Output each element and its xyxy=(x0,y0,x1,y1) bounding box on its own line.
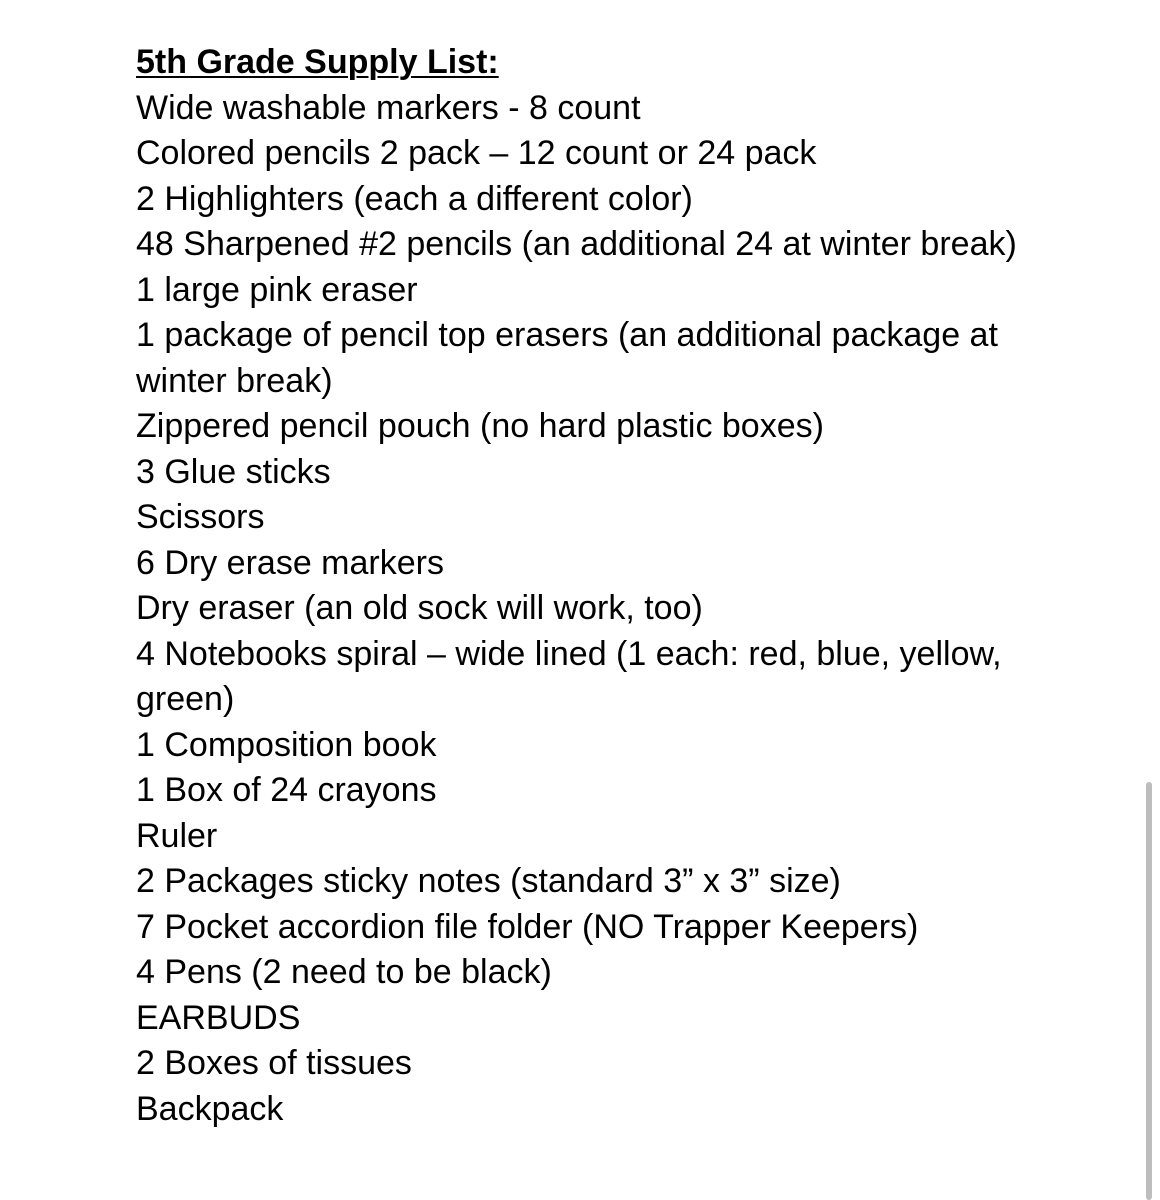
list-item: 1 package of pencil top erasers (an additional package at winter break) xyxy=(136,316,998,400)
list-item: 1 Composition book xyxy=(136,725,437,764)
list-item: 1 large pink eraser xyxy=(136,270,418,309)
list-item: Backpack xyxy=(136,1089,284,1128)
list-item: Colored pencils 2 pack – 12 count or 24 pack xyxy=(136,134,817,172)
list-item: 4 Pens (2 need to be black) xyxy=(136,953,552,991)
list-item: 4 Notebooks spiral – wide lined (1 each: red, blue, yellow, green) xyxy=(136,634,1002,718)
list-item: 1 Box of 24 crayons xyxy=(136,771,437,809)
list-item: Scissors xyxy=(136,498,265,536)
supply-list xyxy=(136,86,1036,1133)
list-item: 48 Sharpened #2 pencils (an additional 24 at winter break) xyxy=(136,225,1017,263)
list-item: 7 Pocket accordion file folder (NO Trapper Keepers) xyxy=(136,907,919,946)
document-body xyxy=(136,40,1036,1132)
list-item: 2 Highlighters (each a different color) xyxy=(136,179,693,218)
list-item: 3 Glue sticks xyxy=(136,452,331,491)
list-item: 6 Dry erase markers xyxy=(136,543,444,582)
list-item: Ruler xyxy=(136,816,218,855)
list-item: Zippered pencil pouch (no hard plastic boxes) xyxy=(136,407,824,445)
list-item: EARBUDS xyxy=(136,998,301,1037)
page-title: 5th Grade Supply List: xyxy=(136,43,499,81)
list-item: 2 Boxes of tissues xyxy=(136,1044,412,1082)
list-item: Dry eraser (an old sock will work, too) xyxy=(136,589,703,627)
list-item: 2 Packages sticky notes (standard 3” x 3” size) xyxy=(136,862,841,900)
list-item: Wide washable markers - 8 count xyxy=(136,88,641,127)
vertical-scrollbar[interactable] xyxy=(1146,782,1152,1200)
